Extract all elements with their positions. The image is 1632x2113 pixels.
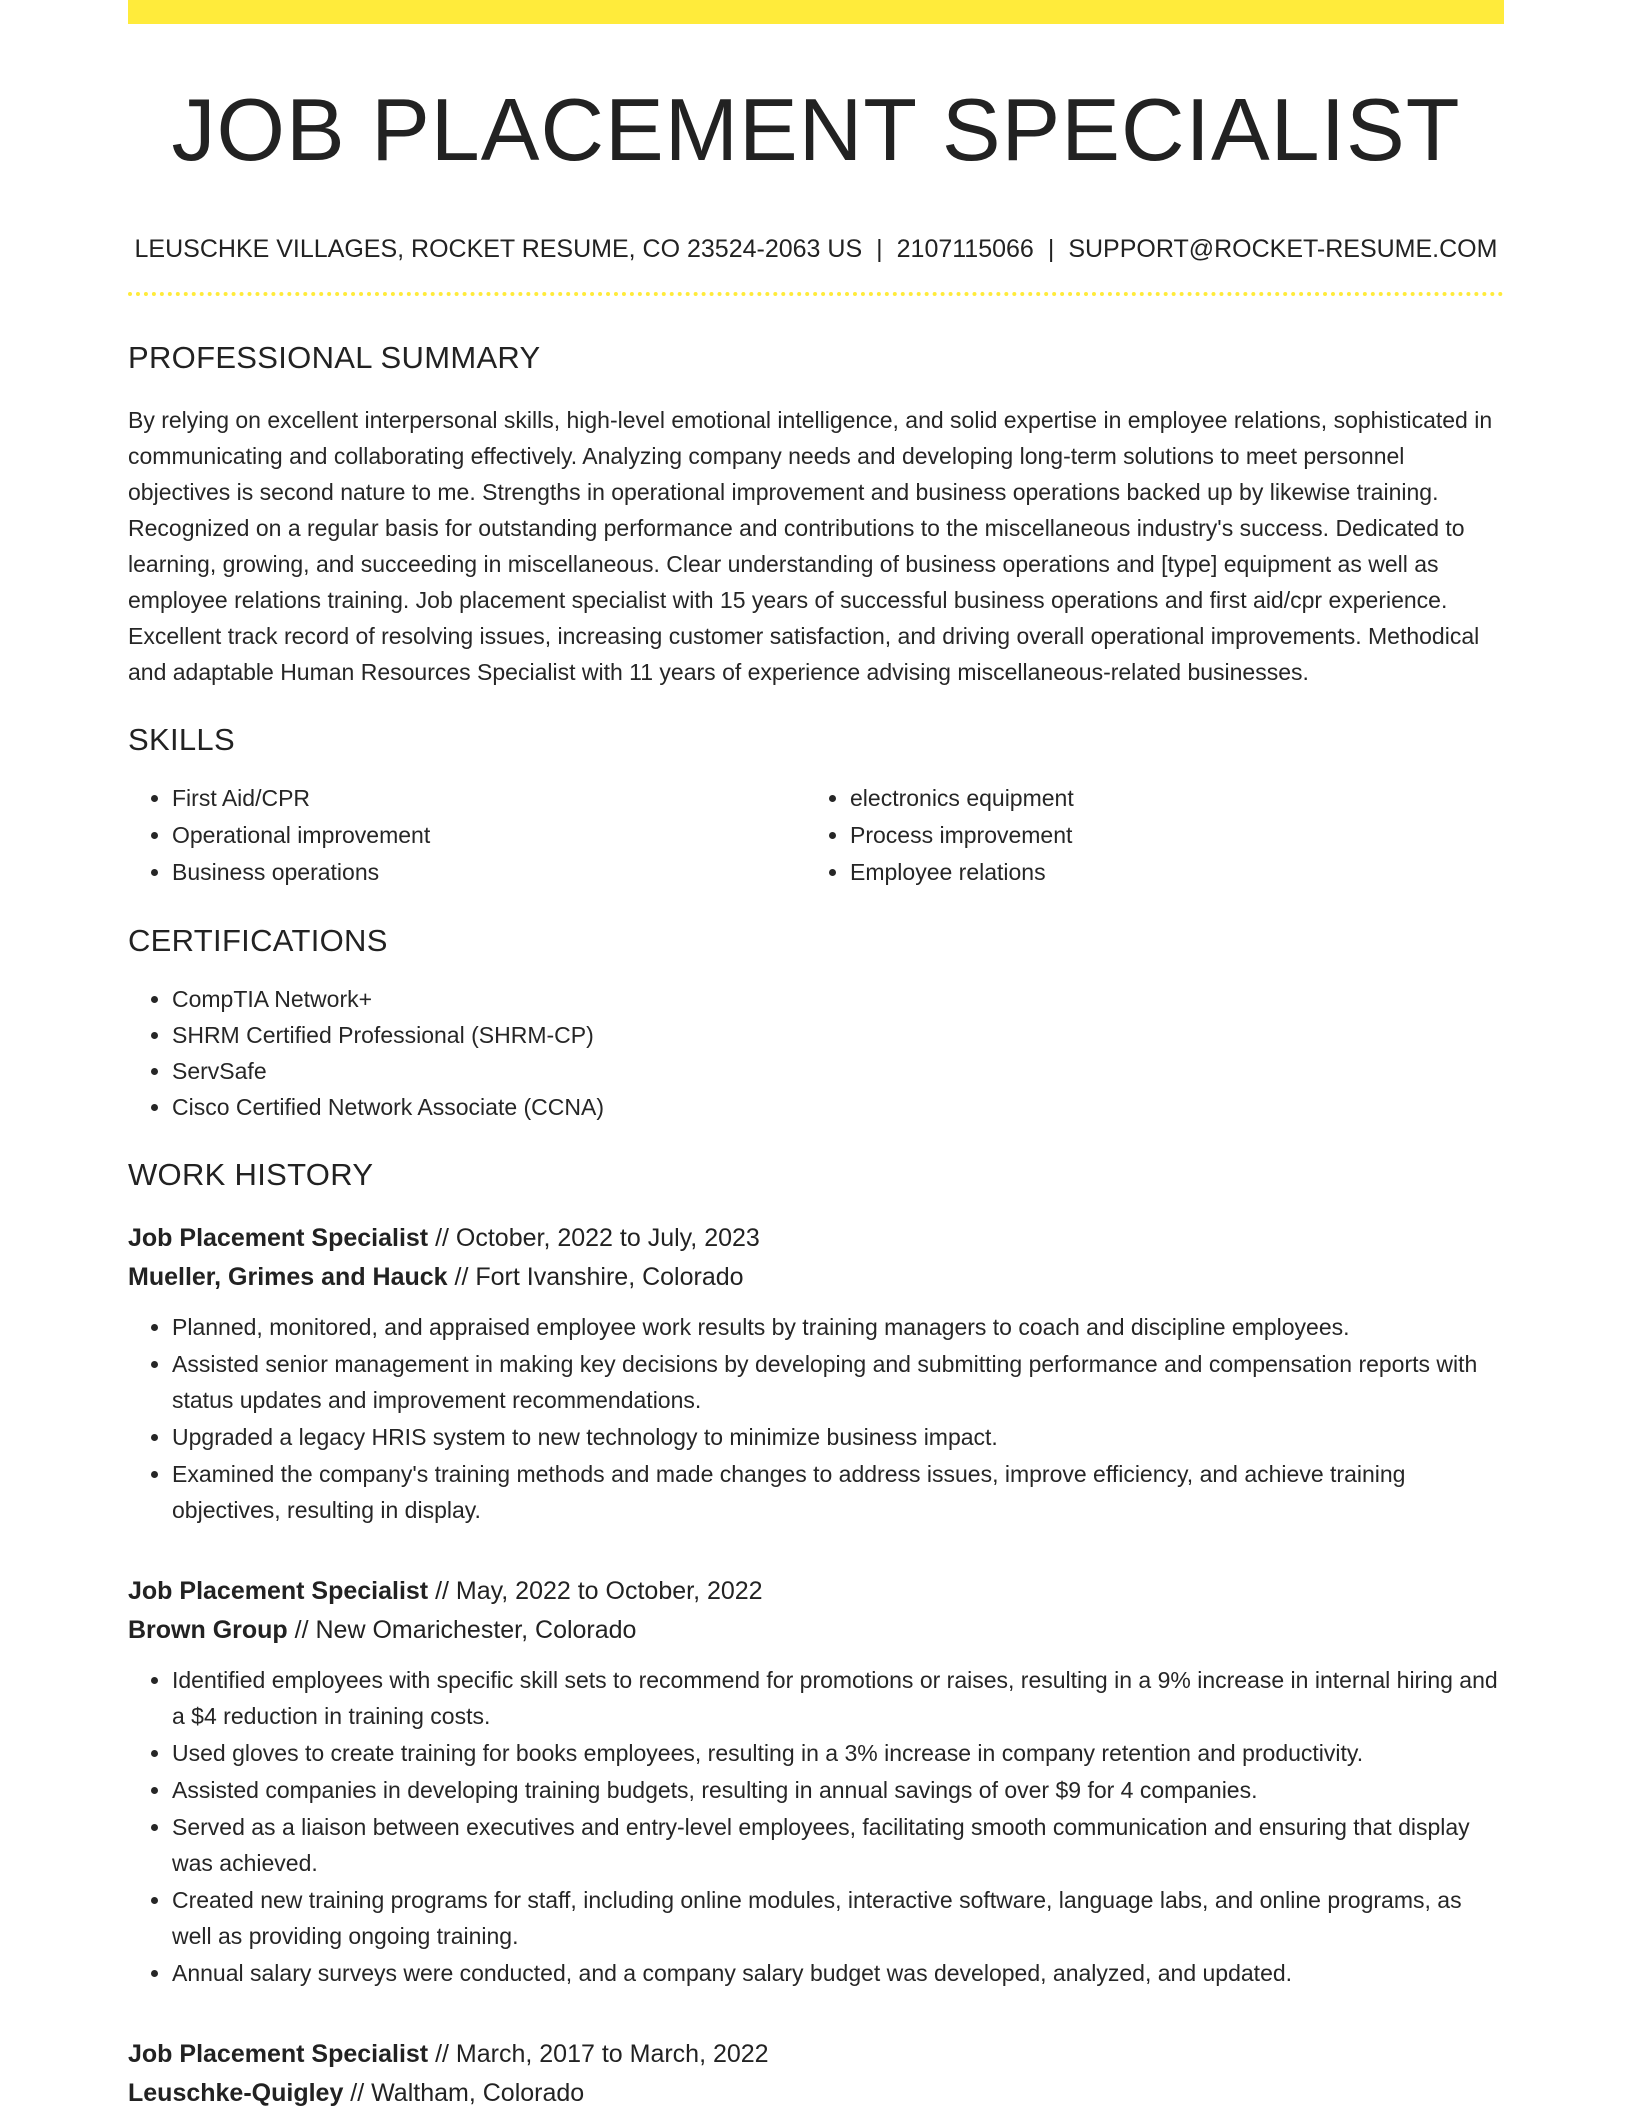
job-bullets (128, 1309, 1504, 1528)
skills-grid (128, 780, 1504, 891)
job-bullets (128, 1662, 1504, 1991)
job-company: Leuschke-Quigley (128, 2078, 344, 2107)
skill-item: • Process improvement (850, 817, 1484, 854)
job-location: // Waltham, Colorado (343, 2078, 585, 2107)
job-bullet: • Assisted companies in developing training budgets, resulting in annual savings of over $9 for 4 companies. (172, 1772, 1504, 1808)
certification-item: • CompTIA Network+ (172, 981, 1504, 1017)
work-history-section (128, 1157, 1504, 2113)
job-bullet: • Planned, monitored, and appraised employee work results by training managers to coach and discipline employees. (172, 1309, 1504, 1345)
job-entry (128, 1219, 1504, 1528)
certification-item: • ServSafe (172, 1053, 1504, 1089)
work-history-title: WORK HISTORY (128, 1156, 374, 1192)
job-role-line (128, 1572, 1504, 1611)
job-location: // New Omarichester, Colorado (287, 1615, 637, 1644)
job-entry (128, 2035, 1504, 2113)
job-bullet: • Created new training programs for staff, including online modules, interactive software, language labs, and online programs, as well as providing ongoing training. (172, 1882, 1504, 1954)
job-role: Job Placement Specialist (128, 2039, 429, 2068)
resume-page (128, 0, 1504, 2113)
job-bullet: • Annual salary surveys were conducted, and a company salary budget was developed, analyzed, and updated. (172, 1955, 1504, 1991)
job-entry (128, 1572, 1504, 1991)
contact-email[interactable]: SUPPORT@ROCKET-RESUME.COM (1068, 234, 1498, 263)
job-bullet: • Served as a liaison between executives and entry-level employees, facilitating smooth communication and ensuring that display was achieved. (172, 1809, 1504, 1881)
skills-title: SKILLS (128, 721, 235, 757)
job-location: // Fort Ivanshire, Colorado (447, 1262, 744, 1291)
skill-item: • Employee relations (850, 854, 1484, 891)
job-role-line (128, 1219, 1504, 1258)
skills-right-list (806, 780, 1484, 891)
certifications-section (128, 923, 1504, 1125)
skill-item: • Business operations (172, 854, 806, 891)
dotted-divider (128, 292, 1504, 296)
certification-item: • Cisco Certified Network Associate (CCNA) (172, 1089, 1504, 1125)
job-bullet: • Upgraded a legacy HRIS system to new technology to minimize business impact. (172, 1419, 1504, 1455)
summary-title: PROFESSIONAL SUMMARY (128, 339, 541, 375)
job-dates: // May, 2022 to October, 2022 (428, 1576, 763, 1605)
certifications-title: CERTIFICATIONS (128, 922, 388, 958)
job-role-line (128, 2035, 1504, 2074)
summary-text: By relying on excellent interpersonal skills, high-level emotional intelligence, and solid expertise in employee relations, sophisticated in communicating and collaborating effectively. Analyzing company needs and developing long-term solutions to meet personnel objectives is second nature to me. Strengths in operational improvement and business operations backed up by likewise training. Recognized on a regular basis for outstanding performance and contributions to the miscellaneous industry's success. Dedicated to learning, growing, and succeeding in miscellaneous. Clear understanding of business operations and [type] equipment as well as employee relations training. Job placement specialist with 15 years of successful business operations and first aid/cpr experience. Excellent track record of resolving issues, increasing customer satisfaction, and driving overall operational improvements. Methodical and adaptable Human Resources Specialist with 11 years of experience advising miscellaneous-related businesses. (128, 406, 1493, 685)
skills-left-list (128, 780, 806, 891)
job-company: Brown Group (128, 1615, 288, 1644)
job-bullet: • Used gloves to create training for books employees, resulting in a 3% increase in company retention and productivity. (172, 1735, 1504, 1771)
job-dates: // March, 2017 to March, 2022 (428, 2039, 769, 2068)
job-role: Job Placement Specialist (128, 1223, 429, 1252)
job-company-line (128, 1258, 1504, 1297)
job-bullet: • Assisted senior management in making key decisions by developing and submitting performance and compensation reports with status updates and improvement recommendations. (172, 1346, 1504, 1418)
certification-item: • SHRM Certified Professional (SHRM-CP) (172, 1017, 1504, 1053)
contact-separator: | (876, 234, 883, 263)
job-bullet: • Examined the company's training methods and made changes to address issues, improve efficiency, and achieve training objectives, resulting in display. (172, 1456, 1504, 1528)
skills-section (128, 722, 1504, 891)
skill-item: • Operational improvement (172, 817, 806, 854)
job-company-line (128, 1611, 1504, 1650)
job-dates: // October, 2022 to July, 2023 (428, 1223, 760, 1252)
job-role: Job Placement Specialist (128, 1576, 429, 1605)
job-company-line (128, 2074, 1504, 2113)
contact-phone[interactable]: 2107115066 (896, 234, 1034, 263)
skill-item: • electronics equipment (850, 780, 1484, 817)
skill-item: • First Aid/CPR (172, 780, 806, 817)
contact-separator: | (1047, 234, 1055, 263)
job-bullet: • Identified employees with specific skill sets to recommend for promotions or raises, resulting in a 9% increase in internal hiring and a $4 reduction in training costs. (172, 1662, 1504, 1734)
job-company: Mueller, Grimes and Hauck (128, 1262, 448, 1291)
accent-top-bar (128, 0, 1504, 24)
resume-name: JOB PLACEMENT SPECIALIST (171, 80, 1461, 179)
contact-address: LEUSCHKE VILLAGES, ROCKET RESUME, CO 23524-2063 US (134, 234, 863, 263)
contact-line (128, 235, 1504, 264)
certifications-list (128, 981, 1504, 1125)
